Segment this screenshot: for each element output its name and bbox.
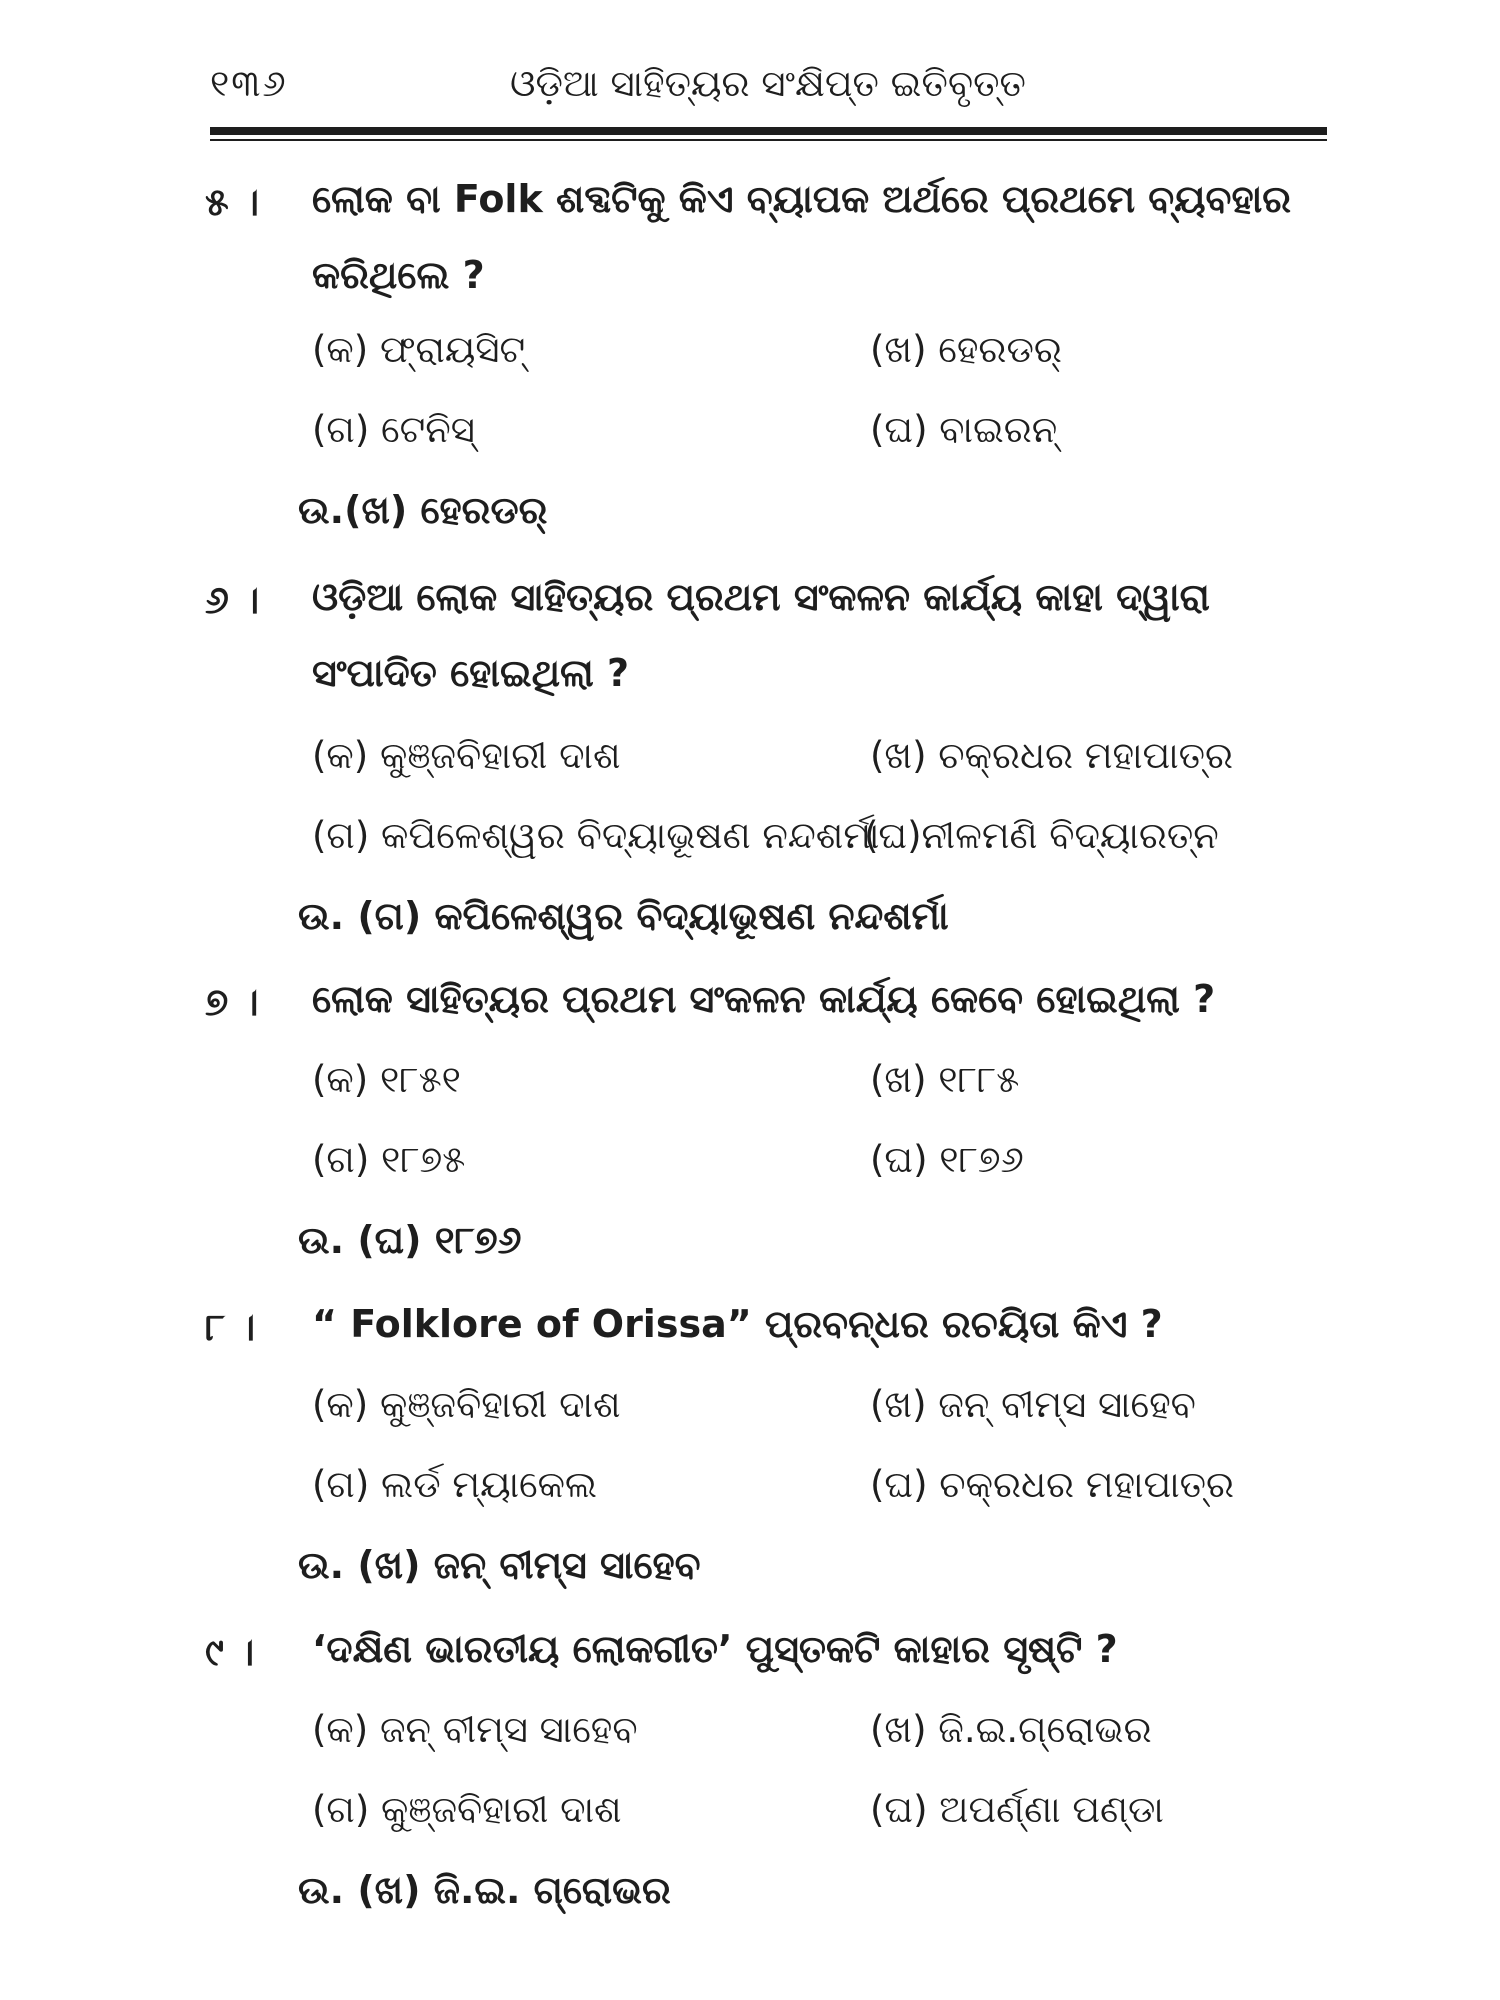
option-ga: (ଗ) କୁଞ୍ଜବିହାରୀ ଦାଶ bbox=[312, 1788, 622, 1831]
question-number: ୯ । bbox=[205, 1630, 255, 1674]
page-number: ୧୩୬ bbox=[210, 62, 288, 105]
option-ga: (ଗ) ଟେନିସ୍ bbox=[312, 408, 475, 451]
question-text: ଲୋକ ବା Folk ଶବ୍ଦଟିକୁ କିଏ ବ୍ୟାପକ ଅର୍ଥରେ ପ୍ରଥମେ ବ୍ୟବହାର କରିଥିଲେ ? bbox=[312, 177, 1292, 297]
option-gha: (ଘ)ନୀଳମଣି ବିଦ୍ୟାରତ୍ନ bbox=[864, 814, 1219, 857]
option-kha: (ଖ) ହେରଡର୍ bbox=[870, 328, 1062, 371]
page-header bbox=[210, 62, 1325, 122]
header-rule-thin bbox=[210, 139, 1327, 141]
option-ga: (ଗ) କପିଳେଶ୍ୱର ବିଦ୍ୟାଭୂଷଣ ନନ୍ଦଶର୍ମା bbox=[312, 814, 880, 857]
question-text: “ Folklore of Orissa” ପ୍ରବନ୍ଧର ରଚୟିତା କିଏ ? bbox=[312, 1302, 1163, 1346]
book-title: ଓଡ଼ିଆ ସାହିତ୍ୟର ସଂକ୍ଷିପ୍ତ ଇତିବୃତ୍ତ bbox=[510, 62, 1026, 105]
question-number: ୬ । bbox=[205, 578, 260, 622]
option-kha: (ଖ) ଚକ୍ରଧର ମହାପାତ୍ର bbox=[870, 734, 1234, 777]
question-number: ୫ । bbox=[205, 180, 260, 224]
option-ka: (କ) ୧୮୫୧ bbox=[312, 1058, 461, 1101]
option-kha: (ଖ) ଜି.ଇ.ଗ୍ରୋଭର bbox=[870, 1708, 1152, 1751]
header-rule-thick bbox=[210, 127, 1327, 135]
option-ka: (କ) ଜନ୍ ବୀମ୍ସ ସାହେବ bbox=[312, 1708, 638, 1751]
option-kha: (ଖ) ଜନ୍ ବୀମ୍ସ ସାହେବ bbox=[870, 1383, 1196, 1426]
option-kha: (ଖ) ୧୮୮୫ bbox=[870, 1058, 1020, 1101]
question-number: ୮ । bbox=[205, 1305, 256, 1349]
option-gha: (ଘ) ୧୮୭୬ bbox=[870, 1138, 1024, 1181]
option-gha: (ଘ) ଅପର୍ଣ୍ଣା ପଣ୍ଡା bbox=[870, 1788, 1164, 1831]
option-ka: (କ) କୁଞ୍ଜବିହାରୀ ଦାଶ bbox=[312, 734, 621, 777]
question-text: ଓଡ଼ିଆ ଲୋକ ସାହିତ୍ୟର ପ୍ରଥମ ସଂକଳନ କାର୍ଯ୍ୟ କାହା ଦ୍ୱାରା ସଂପାଦିତ ହୋଇଥିଲା ? bbox=[312, 575, 1210, 695]
answer: ଉ.(ଖ) ହେରଡର୍ bbox=[298, 488, 548, 532]
option-ga: (ଗ) ଲର୍ଡ ମ୍ୟାକେଲ bbox=[312, 1463, 598, 1506]
option-ga: (ଗ) ୧୮୭୫ bbox=[312, 1138, 466, 1181]
answer: ଉ. (ଘ) ୧୮୭୬ bbox=[298, 1218, 522, 1262]
option-gha: (ଘ) ବାଇରନ୍ bbox=[870, 408, 1058, 451]
option-ka: (କ) ଫ୍ରାୟସିଟ୍ bbox=[312, 328, 526, 371]
option-gha: (ଘ) ଚକ୍ରଧର ମହାପାତ୍ର bbox=[870, 1463, 1235, 1506]
question-text: ଲୋକ ସାହିତ୍ୟର ପ୍ରଥମ ସଂକଳନ କାର୍ଯ୍ୟ କେବେ ହୋଇଥିଲା ? bbox=[312, 977, 1216, 1021]
answer: ଉ. (ଖ) ଜି.ଇ. ଗ୍ରୋଭର bbox=[298, 1868, 671, 1912]
option-ka: (କ) କୁଞ୍ଜବିହାରୀ ଦାଶ bbox=[312, 1383, 621, 1426]
question-text: ‘ଦକ୍ଷିଣ ଭାରତୀୟ ଲୋକଗୀତ’ ପୁସ୍ତକଟି କାହାର ସୃଷ୍ଟି ? bbox=[312, 1627, 1118, 1671]
answer: ଉ. (ଗ) କପିଳେଶ୍ୱର ବିଦ୍ୟାଭୂଷଣ ନନ୍ଦଶର୍ମା bbox=[298, 894, 949, 938]
answer: ଉ. (ଖ) ଜନ୍ ବୀମ୍ସ ସାହେବ bbox=[298, 1543, 701, 1587]
question-number: ୭ । bbox=[205, 980, 259, 1024]
